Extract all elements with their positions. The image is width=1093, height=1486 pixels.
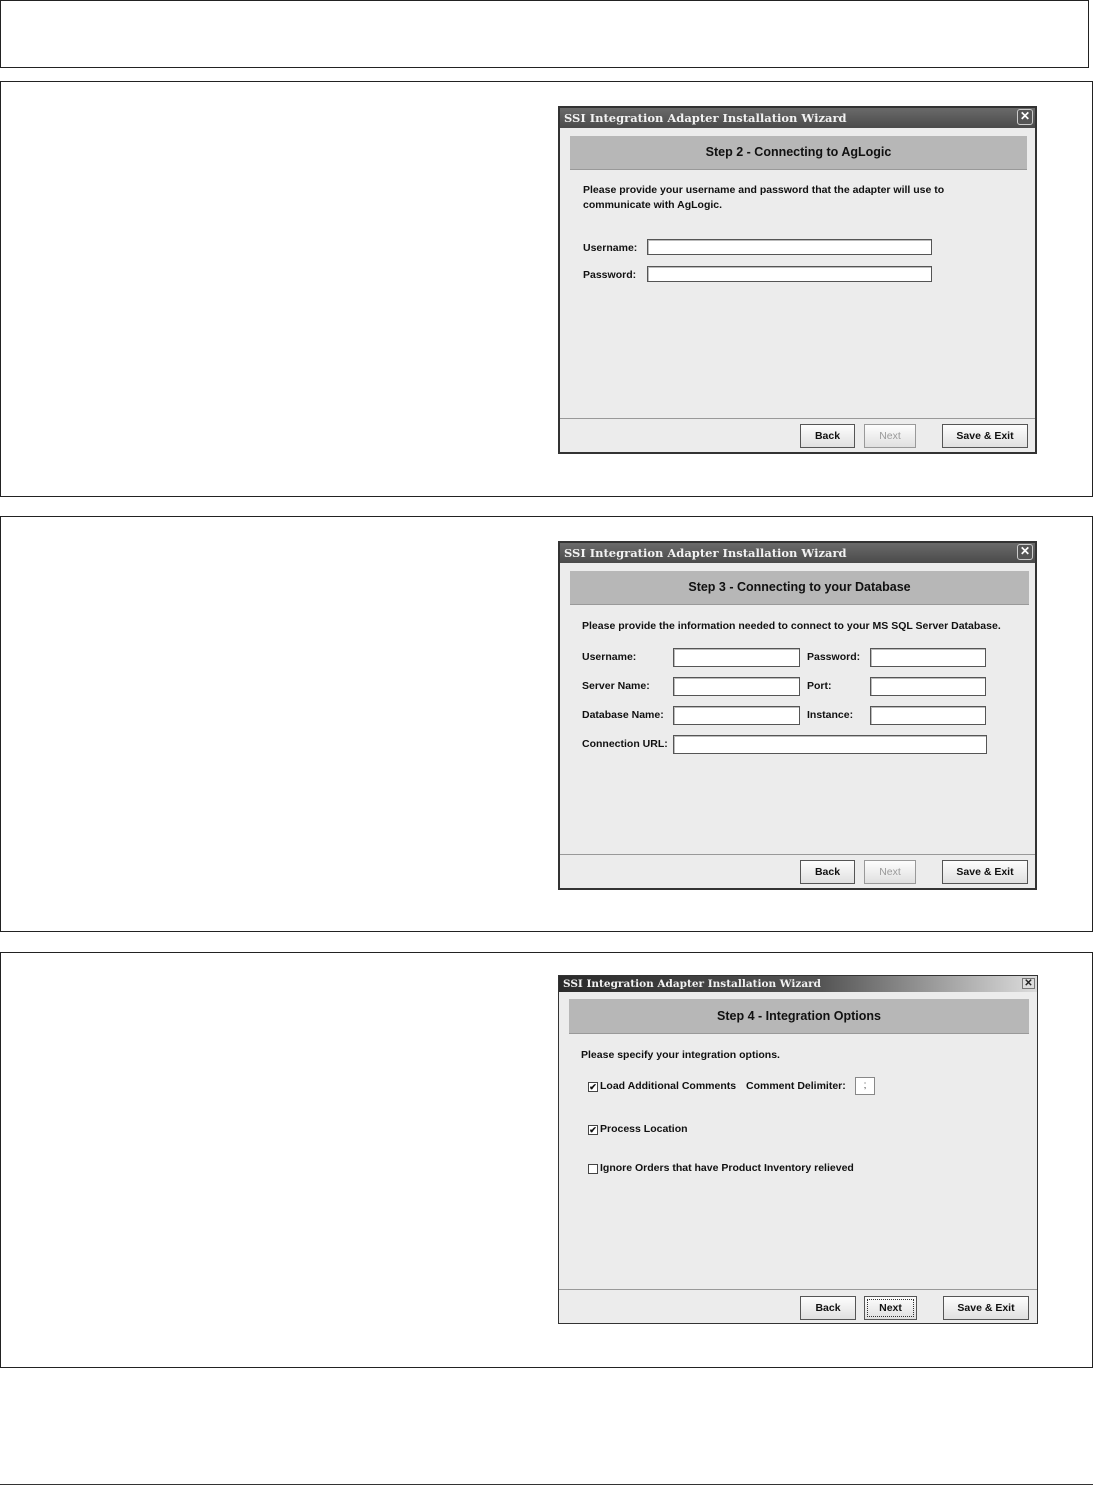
- ignore-orders-checkbox[interactable]: [588, 1164, 598, 1174]
- instance-label: Instance:: [807, 709, 854, 721]
- connection-url-label: Connection URL:: [582, 738, 668, 750]
- database-name-field[interactable]: [673, 706, 800, 725]
- close-icon[interactable]: ✕: [1017, 109, 1033, 125]
- save-exit-button[interactable]: Save & Exit: [942, 860, 1028, 884]
- db-username-label: Username:: [582, 651, 637, 663]
- step4-wizard-window: [558, 975, 1038, 1324]
- server-name-field[interactable]: [673, 677, 800, 696]
- button-bar-separator: [559, 1289, 1037, 1290]
- checkmark-icon: ✔: [589, 1125, 597, 1135]
- server-name-label: Server Name:: [582, 680, 650, 692]
- step-heading: Step 4 - Integration Options: [569, 999, 1029, 1034]
- next-button[interactable]: Next: [864, 1296, 917, 1320]
- step3-panel-frame: [0, 516, 1093, 932]
- window-titlebar: [559, 976, 1037, 992]
- password-field[interactable]: [647, 266, 932, 282]
- header-frame: [0, 0, 1089, 68]
- window-title: SSI Integration Adapter Installation Wizard: [564, 546, 847, 560]
- next-button[interactable]: Next: [864, 860, 916, 884]
- comment-delimiter-label: Comment Delimiter:: [746, 1080, 846, 1092]
- back-button[interactable]: Back: [800, 1296, 856, 1320]
- comment-delimiter-field[interactable]: ;: [855, 1077, 875, 1095]
- instructions: Please provide the information needed to connect to your MS SQL Server Database.: [582, 620, 1001, 632]
- database-name-label: Database Name:: [582, 709, 664, 721]
- process-location-checkbox[interactable]: [588, 1125, 598, 1135]
- step-heading: Step 2 - Connecting to AgLogic: [570, 136, 1027, 170]
- username-field[interactable]: [647, 239, 932, 255]
- step4-panel-frame: [0, 952, 1093, 1368]
- load-comments-label[interactable]: Load Additional Comments: [600, 1080, 737, 1092]
- checkmark-icon: ✔: [589, 1082, 597, 1092]
- instructions: Please specify your integration options.: [581, 1049, 780, 1061]
- window-title: SSI Integration Adapter Installation Wizard: [564, 111, 847, 125]
- step2-wizard-window: [558, 106, 1037, 454]
- step-heading: Step 3 - Connecting to your Database: [570, 571, 1029, 605]
- save-exit-button[interactable]: Save & Exit: [943, 1296, 1029, 1320]
- close-icon[interactable]: ✕: [1022, 978, 1035, 989]
- next-button[interactable]: Next: [864, 424, 916, 448]
- db-password-field[interactable]: [870, 648, 986, 667]
- footer-rule: [0, 1484, 1093, 1485]
- back-button[interactable]: Back: [800, 860, 855, 884]
- db-password-label: Password:: [807, 651, 861, 663]
- db-username-field[interactable]: [673, 648, 800, 667]
- back-button[interactable]: Back: [800, 424, 855, 448]
- load-comments-checkbox[interactable]: [588, 1082, 598, 1092]
- username-label: Username:: [583, 242, 638, 254]
- port-label: Port:: [807, 680, 832, 692]
- password-label: Password:: [583, 269, 637, 281]
- button-bar-separator: [560, 418, 1035, 419]
- instructions: Please provide your username and password that the adapter will use to communicate with AgLogic.: [583, 184, 945, 211]
- instance-field[interactable]: [870, 706, 986, 725]
- step3-wizard-window: [558, 541, 1037, 890]
- process-location-label[interactable]: Process Location: [600, 1123, 688, 1135]
- window-titlebar: [560, 543, 1035, 563]
- close-icon[interactable]: ✕: [1017, 544, 1033, 560]
- ignore-orders-label[interactable]: Ignore Orders that have Product Inventory relieved: [600, 1162, 854, 1174]
- step2-panel-frame: [0, 81, 1093, 497]
- window-titlebar: [560, 108, 1035, 128]
- button-bar-separator: [560, 854, 1035, 855]
- port-field[interactable]: [870, 677, 986, 696]
- window-title: SSI Integration Adapter Installation Wizard: [563, 978, 821, 990]
- connection-url-field[interactable]: [673, 735, 987, 754]
- save-exit-button[interactable]: Save & Exit: [942, 424, 1028, 448]
